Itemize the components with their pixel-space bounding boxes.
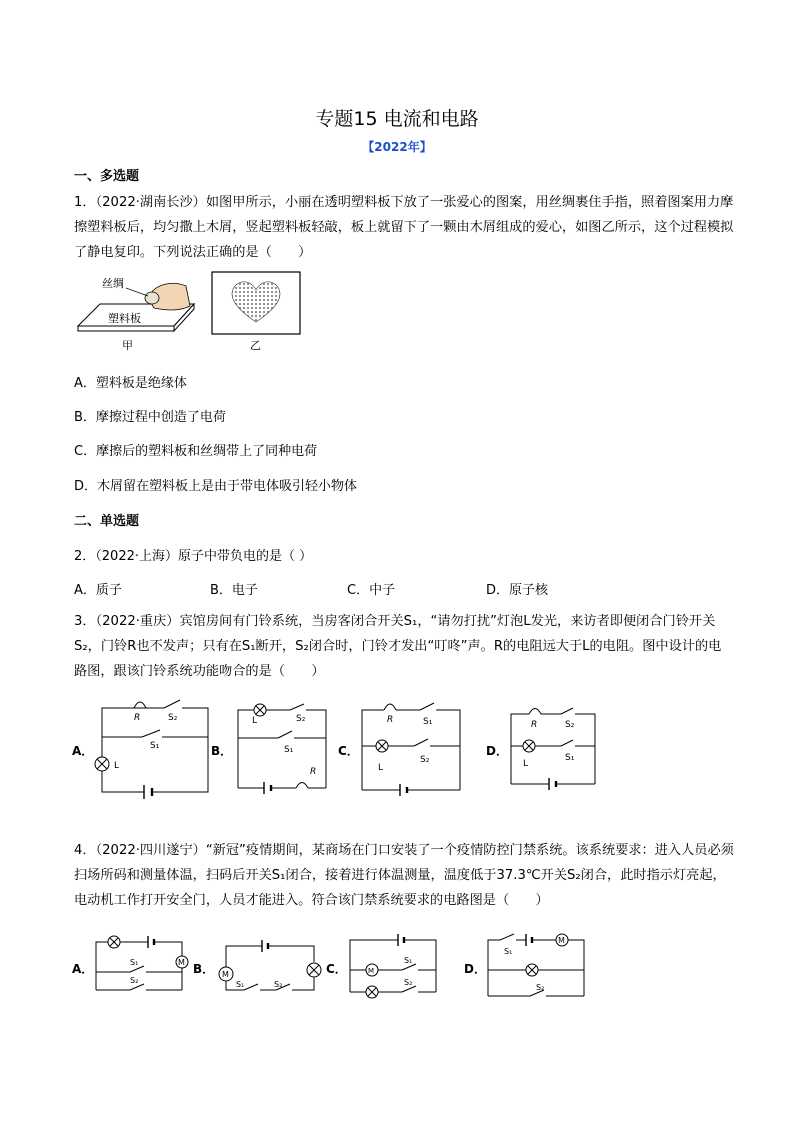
q3-choice-c: C．: [338, 744, 359, 758]
label-L: L: [523, 759, 529, 769]
page-title: 专题15 电流和电路: [315, 108, 479, 130]
q4-circuit-c: [346, 932, 440, 1004]
label-S2: S₂: [565, 720, 575, 730]
label-L: L: [114, 761, 120, 771]
q2-option-c: C．中子: [347, 583, 396, 598]
q3-circuit-b: [234, 698, 330, 796]
q2-option-b: B．电子: [210, 583, 258, 598]
caption-jia: 甲: [122, 339, 133, 352]
question-2-text: 2．（2022·上海）原子中带负电的是（ ）: [74, 549, 313, 564]
q4-choice-b: B．: [193, 962, 215, 976]
label-S2: S₂: [296, 714, 306, 724]
label-S2: S₂: [274, 980, 283, 989]
q3-circuit-a: [98, 692, 212, 804]
q4-choice-a: A．: [72, 962, 94, 976]
year-tag: 【2022年】: [362, 140, 432, 154]
label-S1: S₁: [150, 741, 160, 751]
figure-plastic-plate: [78, 277, 194, 352]
q1-option-c: C．摩擦后的塑料板和丝绸带上了同种电荷: [74, 444, 318, 459]
q4-choice-d: D．: [464, 962, 486, 976]
label-L: L: [252, 716, 258, 726]
label-R: R: [310, 767, 317, 777]
label-M: M: [368, 967, 375, 975]
label-S1: S₁: [284, 745, 294, 755]
label-S1: S₁: [236, 980, 245, 989]
question-3-text: 3．（2022·重庆）宾馆房间有门铃系统，当房客闭合开关S₁，“请勿打扰”灯泡L发光，来访者即便闭合门铃开关S₂，门铃R也不发声；只有在S₁断开，S₂闭合时，门铃才发出“叮咚”声。R的电阻远大于L的电阻。图中设计的电路图，跟该门铃系统功能吻合的是（ ）: [74, 614, 722, 679]
q4-circuit-d: [486, 930, 590, 1002]
q4-choice-c: C．: [326, 962, 347, 976]
q2-option-d: D．原子核: [486, 583, 549, 598]
label-S1: S₁: [504, 947, 513, 956]
label-S2: S₂: [420, 755, 430, 765]
q3-choice-a: A．: [72, 744, 94, 758]
label-S1: S₁: [130, 958, 139, 967]
section-heading-single: 二、单选题: [74, 514, 140, 529]
label-R: R: [134, 713, 141, 723]
q1-figure: [74, 270, 314, 354]
q4-circuit-a: [94, 934, 194, 1000]
label-S2: S₂: [404, 978, 413, 987]
label-S2: S₂: [130, 976, 139, 985]
q3-circuit-d: [509, 700, 599, 792]
q2-option-a: A．质子: [74, 583, 122, 598]
label-plate: 塑料板: [108, 312, 141, 325]
label-S1: S₁: [565, 753, 575, 763]
question-4-text: 4．（2022·四川遂宁）“新冠”疫情期间，某商场在门口安装了一个疫情防控门禁系统。该系统要求：进入人员必须扫场所码和测量体温，扫码后开关S₁闭合，接着进行体温测量，温度低于37.3℃开关S₂闭合，此时指示灯亮起，电动机工作打开安全门，人员才能进入。符合该门禁系统要求的电路图是（ ）: [74, 843, 734, 908]
label-S1: S₁: [404, 956, 413, 965]
label-R: R: [387, 715, 394, 725]
q1-option-d: D．木屑留在塑料板上是由于带电体吸引轻小物体: [74, 479, 358, 494]
label-L: L: [378, 763, 384, 773]
caption-yi: 乙: [250, 339, 261, 352]
q3-choice-d: D．: [486, 744, 508, 758]
label-M: M: [558, 936, 565, 945]
label-silk: 丝绸: [102, 277, 124, 290]
label-S1: S₁: [423, 717, 433, 727]
q3-choice-b: B．: [211, 744, 233, 758]
section-heading-multi: 一、多选题: [74, 169, 140, 184]
label-R: R: [531, 720, 538, 730]
q1-option-a: A．塑料板是绝缘体: [74, 376, 187, 391]
q4-circuit-b: [214, 938, 326, 996]
label-M: M: [222, 970, 229, 979]
q1-option-b: B．摩擦过程中创造了电荷: [74, 410, 226, 425]
label-S2: S₂: [536, 983, 545, 992]
label-M: M: [178, 958, 185, 967]
question-1-text: 1．（2022·湖南长沙）如图甲所示，小丽在透明塑料板下放了一张爱心的图案，用丝绸裹住手指，照着图案用力摩擦塑料板后，均匀撒上木屑，竖起塑料板轻敲，板上就留下了一颗由木屑组成的爱心，如图乙所示，这个过程模拟了静电复印。下列说法正确的是（ ）: [74, 195, 734, 260]
figure-heart-board: [212, 272, 300, 352]
q3-circuit-c: [360, 694, 464, 802]
label-S2: S₂: [168, 713, 178, 723]
